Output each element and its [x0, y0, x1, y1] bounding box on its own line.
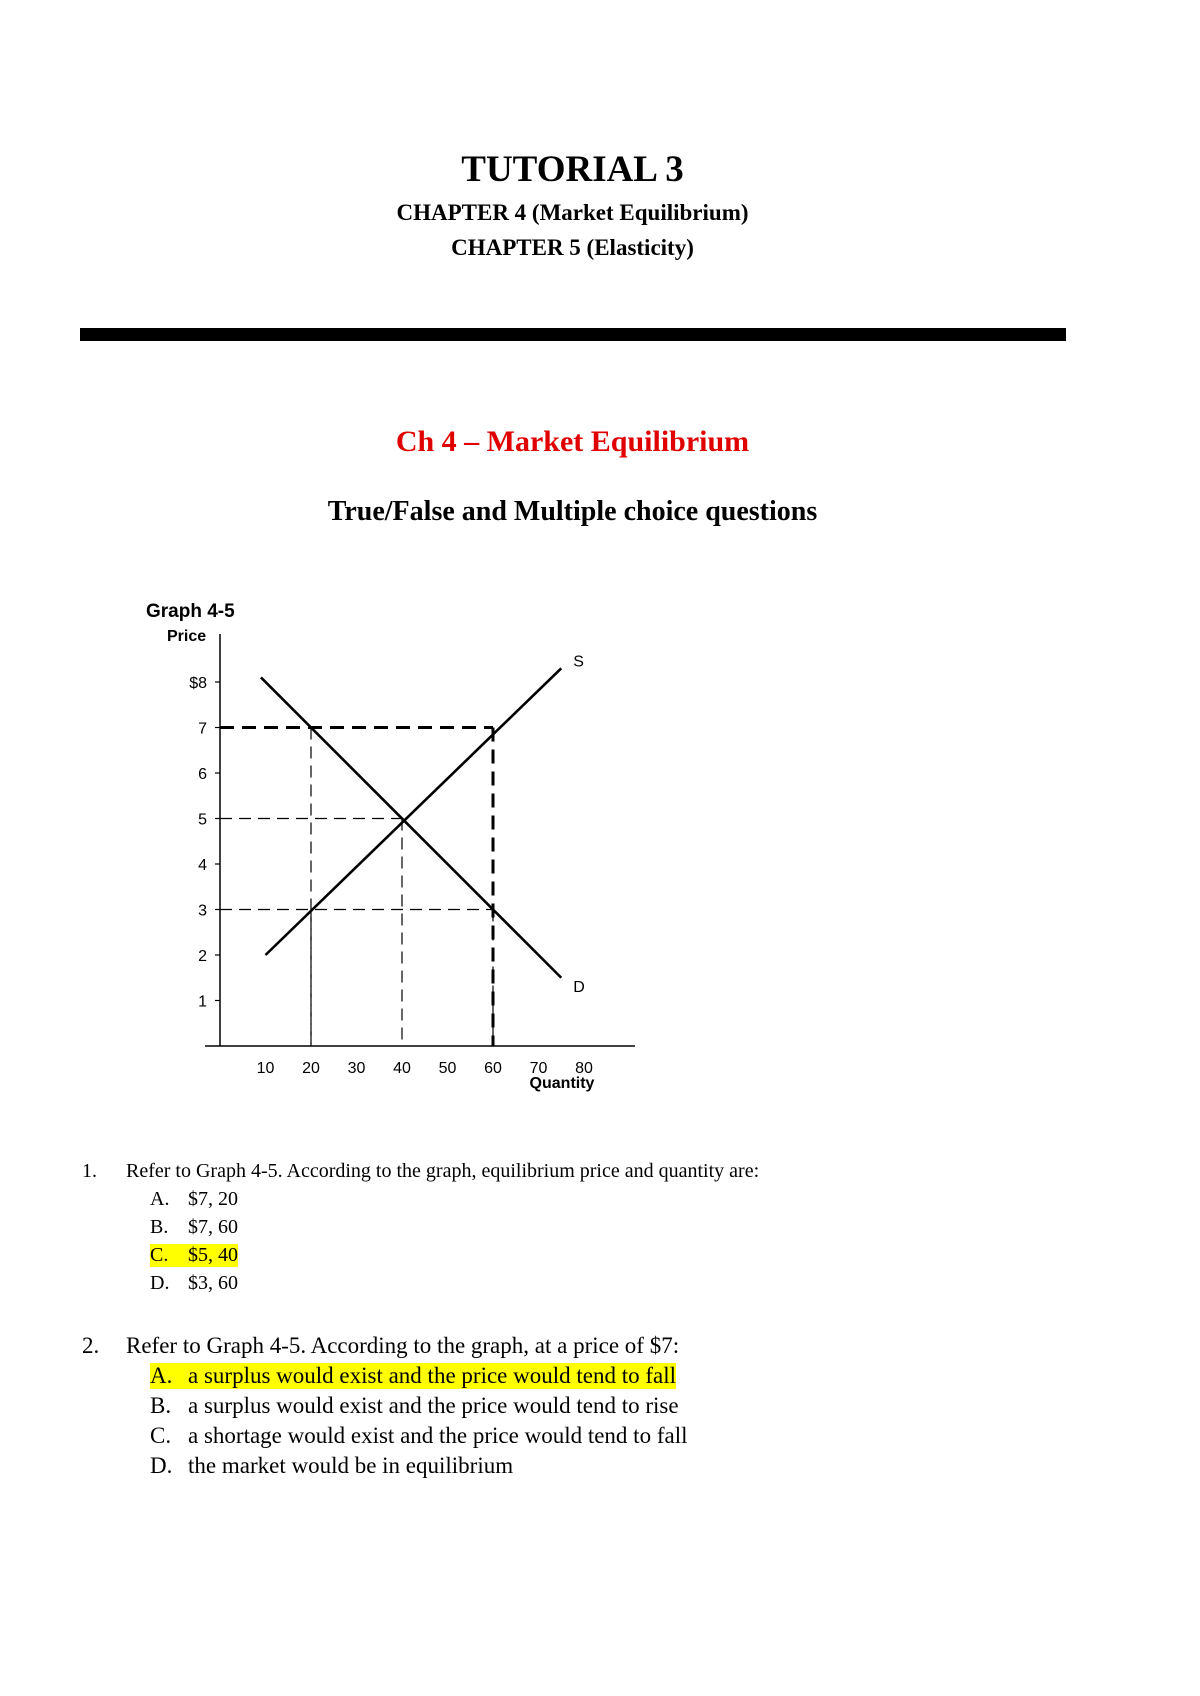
- question-text: Refer to Graph 4-5. According to the graph, at a price of $7:: [126, 1333, 680, 1358]
- option-a: [150, 1188, 238, 1211]
- demand-curve-label: D: [573, 978, 585, 996]
- option-text: $5, 40: [188, 1244, 238, 1266]
- x-tick-label: 70: [529, 1060, 548, 1077]
- x-tick-label: 30: [347, 1060, 366, 1077]
- x-tick-label: 50: [438, 1060, 457, 1077]
- option-c-highlighted: [150, 1244, 238, 1267]
- option-b: [150, 1393, 679, 1419]
- option-d: [150, 1272, 238, 1295]
- section-subheading: True/False and Multiple choice questions: [327, 496, 818, 527]
- option-letter: C.: [150, 1244, 169, 1266]
- option-letter: A.: [150, 1363, 173, 1388]
- x-tick-label: 10: [256, 1060, 275, 1077]
- question-number: 1.: [82, 1160, 97, 1182]
- option-a-highlighted: [150, 1363, 676, 1389]
- section-heading: Ch 4 – Market Equilibrium: [395, 425, 750, 458]
- supply-curve-label: S: [573, 653, 584, 671]
- x-tick-label: 80: [575, 1060, 593, 1077]
- option-c: [150, 1423, 687, 1449]
- option-b: [150, 1216, 238, 1239]
- x-tick-label: 60: [484, 1060, 502, 1077]
- chart-title: Graph 4-5: [146, 601, 235, 622]
- option-text: the market would be in equilibrium: [188, 1453, 514, 1478]
- chapter-5-heading: CHAPTER 5 (Elasticity): [451, 235, 694, 260]
- option-letter: C.: [150, 1423, 172, 1448]
- option-text: a surplus would exist and the price would tend to rise: [188, 1393, 679, 1418]
- question-text: Refer to Graph 4-5. According to the graph, equilibrium price and quantity are:: [126, 1160, 760, 1182]
- option-text: $3, 60: [188, 1272, 238, 1294]
- y-axis-label: Price: [167, 628, 207, 645]
- x-tick-label: 20: [302, 1060, 320, 1077]
- option-letter: D.: [150, 1453, 173, 1478]
- option-text: $7, 60: [188, 1216, 238, 1238]
- option-text: a shortage would exist and the price would tend to fall: [188, 1423, 688, 1448]
- option-letter: B.: [150, 1393, 172, 1418]
- page-title: TUTORIAL 3: [461, 149, 684, 190]
- option-text: $7, 20: [188, 1188, 238, 1210]
- y-tick-label: 1: [198, 993, 207, 1011]
- chart-plot-area: [189, 653, 593, 1077]
- y-tick-label: 5: [198, 811, 207, 829]
- option-letter: A.: [150, 1188, 170, 1210]
- x-tick-label: 40: [393, 1060, 411, 1077]
- option-d: [150, 1453, 513, 1479]
- demand-curve: [261, 677, 561, 977]
- option-letter: B.: [150, 1216, 169, 1238]
- y-tick-label: 4: [198, 857, 207, 874]
- y-tick-label: 2: [198, 948, 207, 965]
- y-tick-label: 3: [198, 902, 207, 920]
- question-number: 2.: [82, 1333, 100, 1358]
- supply-demand-chart: [130, 596, 650, 1106]
- y-tick-label: $8: [189, 675, 207, 692]
- horizontal-rule: [80, 328, 1066, 341]
- x-axis-label: Quantity: [529, 1075, 595, 1092]
- option-text: a surplus would exist and the price would tend to fall: [188, 1363, 677, 1388]
- supply-curve: [266, 668, 562, 955]
- option-letter: D.: [150, 1272, 170, 1294]
- y-tick-label: 6: [198, 766, 207, 783]
- chapter-4-heading: CHAPTER 4 (Market Equilibrium): [396, 200, 749, 225]
- y-tick-label: 7: [198, 720, 207, 738]
